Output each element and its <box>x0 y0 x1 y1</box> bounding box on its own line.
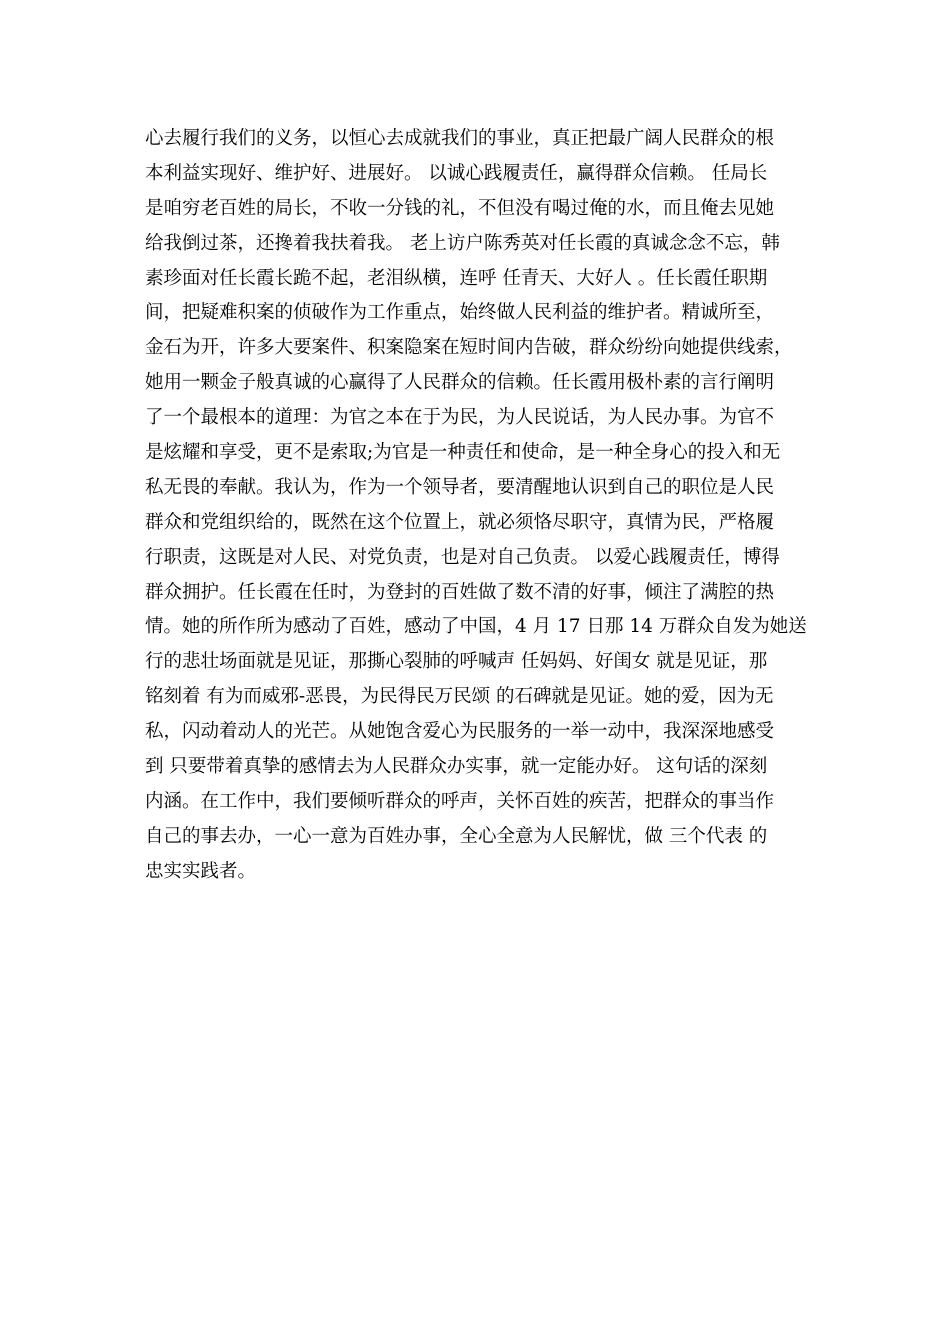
text-line: 是炫耀和享受，更不是索取;为官是一种责任和使命，是一种全身心的投入和无 <box>145 442 781 464</box>
body-text <box>145 122 815 890</box>
text-line: 行职责，这既是对人民、对党负责，也是对自己负责。 以爱心践履责任，博得 <box>145 546 780 568</box>
text-line: 私无畏的奉献。我认为，作为一个领导者，要清醒地认识到自己的职位是人民 <box>145 476 775 498</box>
text-line: 忠实实践者。 <box>145 860 257 882</box>
text-line: 间，把疑难积案的侦破作为工作重点，始终做人民利益的维护者。精诚所至， <box>145 302 775 324</box>
text-line: 私，闪动着动人的光芒。从她饱含爱心为民服务的一举一动中，我深深地感受 <box>145 721 775 743</box>
text-line: 她用一颗金子般真诚的心赢得了人民群众的信赖。任长霞用极朴素的言行阐明 <box>145 372 775 394</box>
text-line: 铭刻着 有为而威邪-恶畏，为民得民万民颂 的石碑就是见证。她的爱，因为无 <box>145 686 774 708</box>
text-line: 给我倒过茶，还搀着我扶着我。 老上访户陈秀英对任长霞的真诚念念不忘，韩 <box>145 232 780 254</box>
text-line: 心去履行我们的义务，以恒心去成就我们的事业，真正把最广阔人民群众的根 <box>145 128 775 149</box>
text-line: 素珍面对任长霞长跪不起，老泪纵横，连呼 任青天、大好人 。任长霞任职期 <box>145 267 768 289</box>
text-line: 行的悲壮场面就是见证，那撕心裂肺的呼喊声 任妈妈、好闺女 就是见证，那 <box>145 651 768 673</box>
text-line: 情。她的所作所为感动了百姓，感动了中国，4 月 17 日那 14 万群众自发为她送 <box>145 616 807 638</box>
text-line: 内涵。在工作中，我们要倾听群众的呼声，关怀百姓的疾苦，把群众的事当作 <box>145 790 775 812</box>
text-line: 是咱穷老百姓的局长，不收一分钱的礼，不但没有喝过俺的水，而且俺去见她 <box>145 197 775 219</box>
text-line: 群众和党组织给的，既然在这个位置上，就必须恪尽职守，真情为民，严格履 <box>145 511 775 533</box>
text-line: 本利益实现好、维护好、进展好。 以诚心践履责任，赢得群众信赖。 任局长 <box>145 162 768 184</box>
text-line: 群众拥护。任长霞在任时，为登封的百姓做了数不清的好事，倾注了满腔的热 <box>145 581 775 603</box>
text-line: 到 只要带着真挚的感情去为人民群众办实事，就一定能办好。 这句话的深刻 <box>145 756 768 778</box>
text-line: 了一个最根本的道理：为官之本在于为民，为人民说话，为人民办事。为官不 <box>145 407 775 429</box>
text-line: 自己的事去办，一心一意为百姓办事，全心全意为人民解忧，做 三个代表 的 <box>145 825 768 847</box>
text-line: 金石为开，许多大要案件、积案隐案在短时间内告破，群众纷纷向她提供线索， <box>145 337 793 359</box>
